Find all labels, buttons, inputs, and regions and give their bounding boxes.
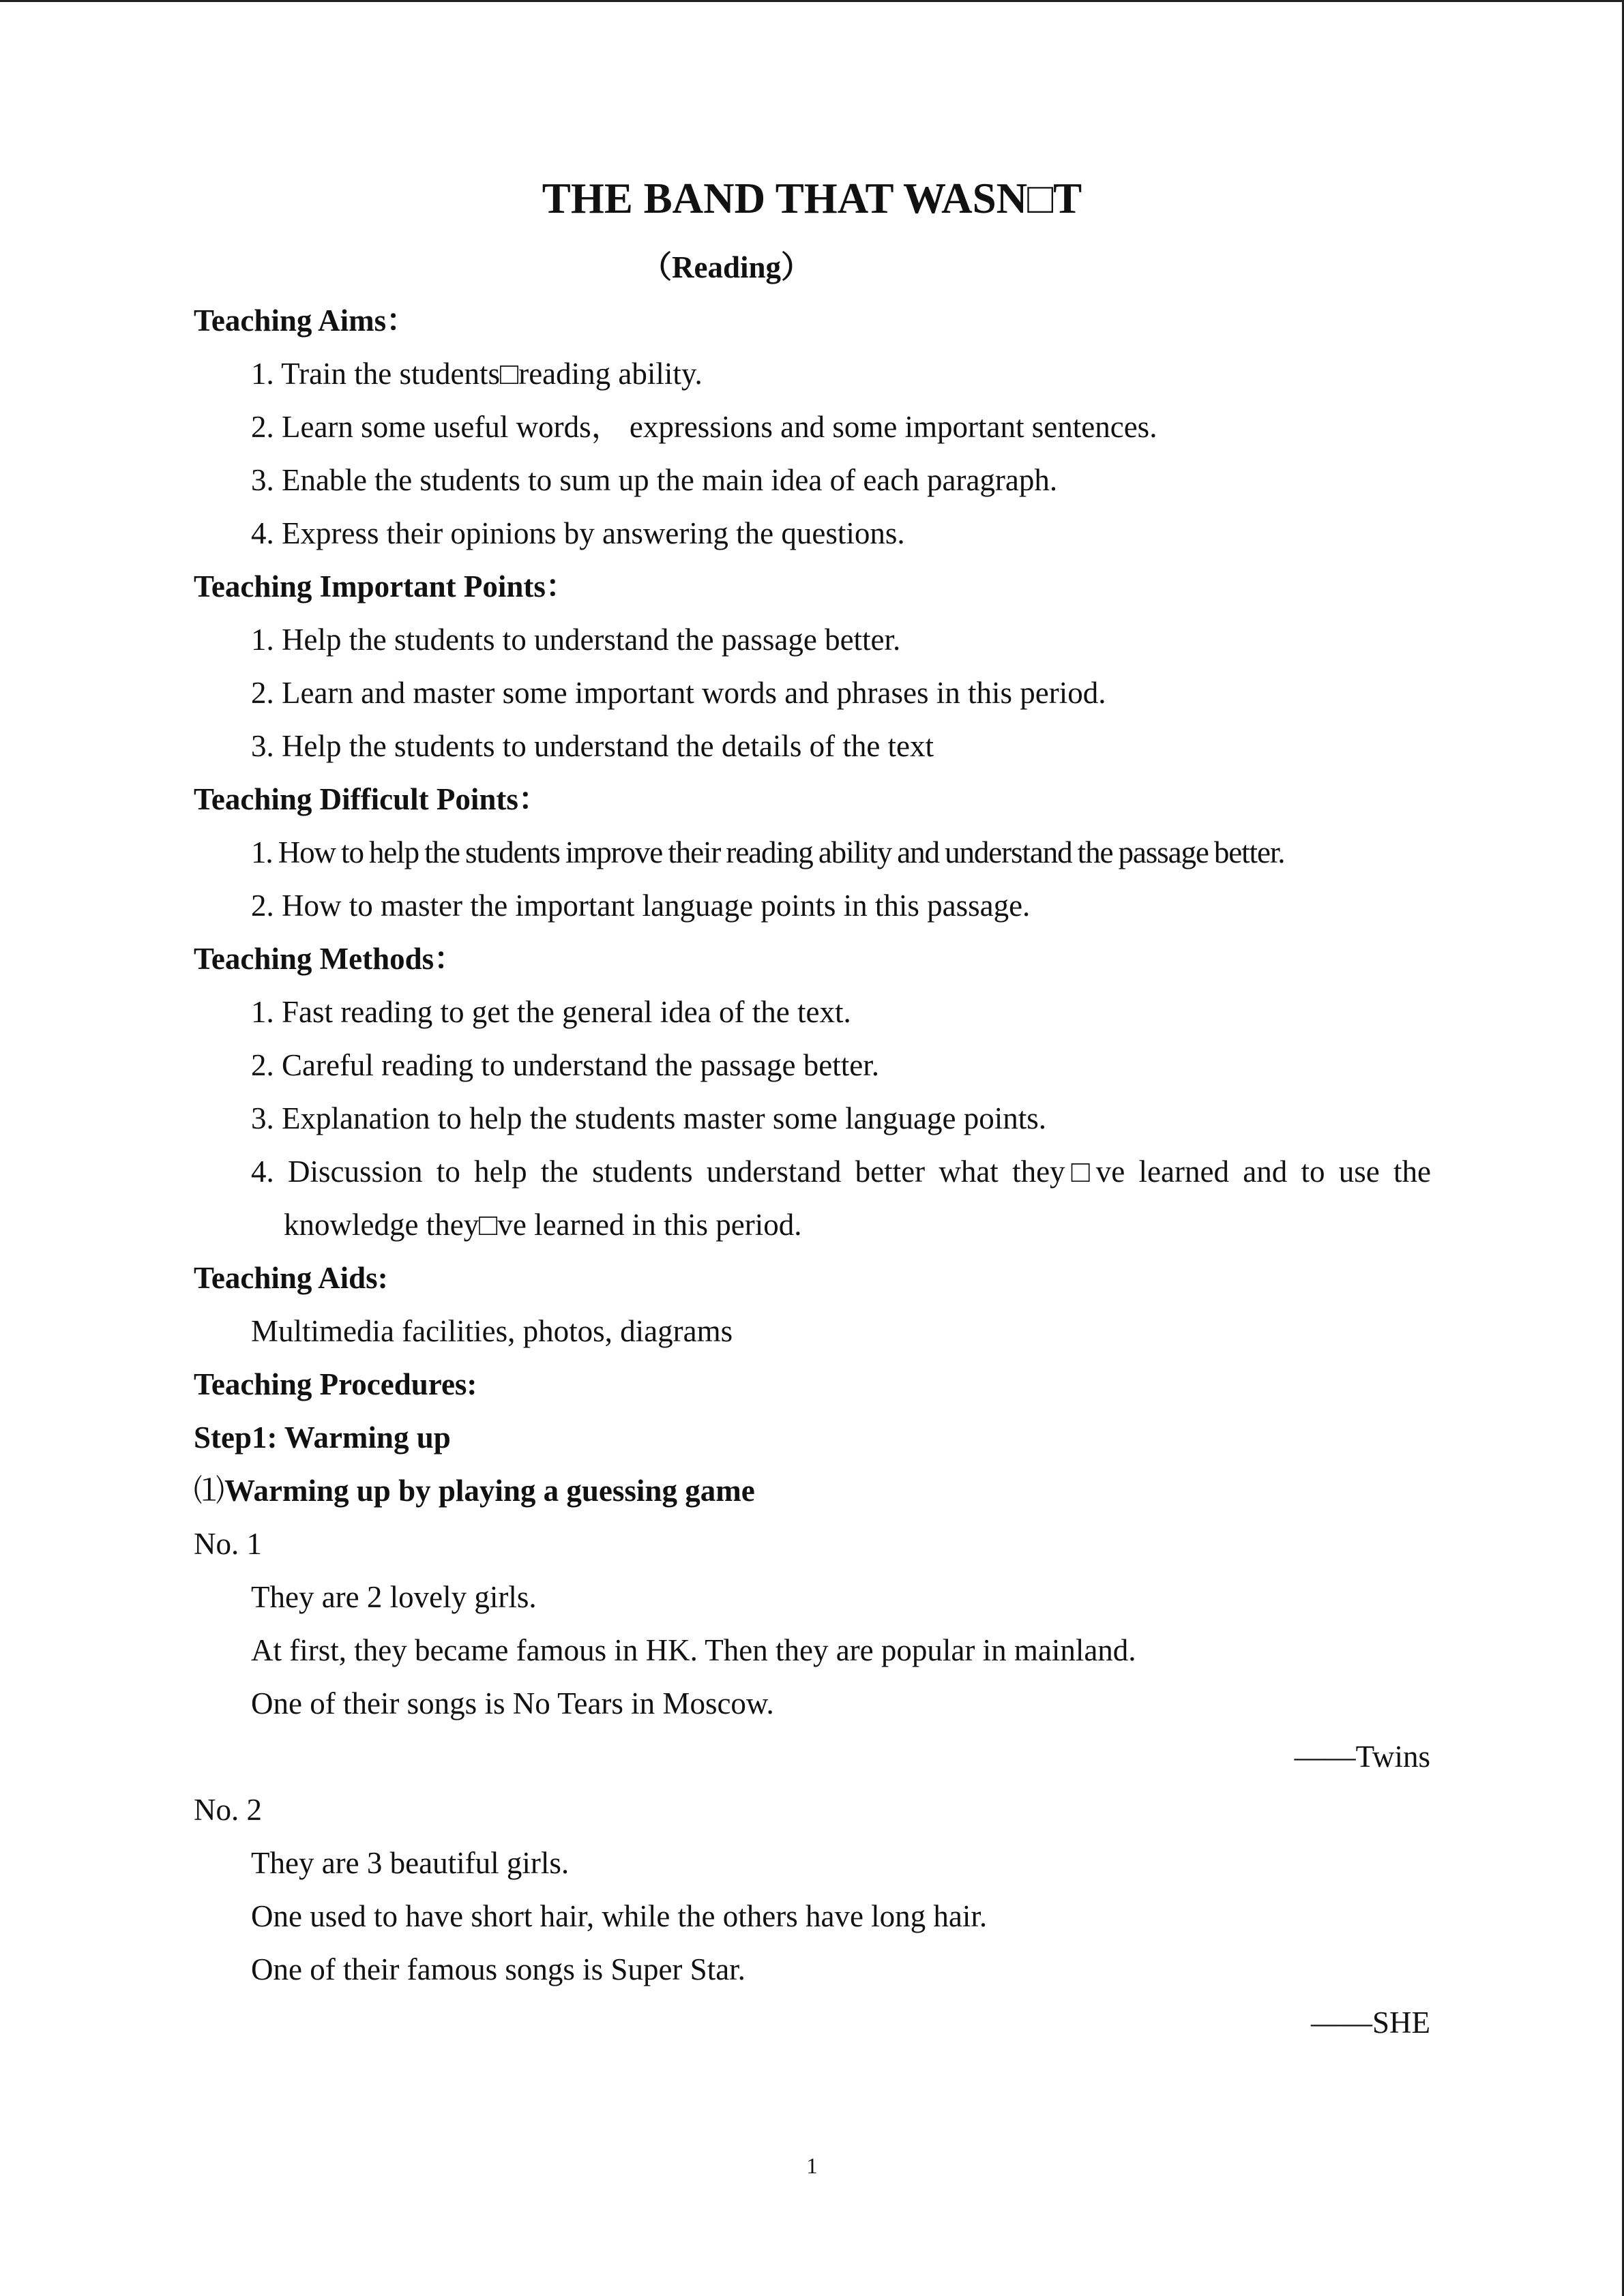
methods-heading: Teaching Methods： xyxy=(194,942,465,976)
aids-heading: Teaching Aids: xyxy=(194,1261,388,1295)
game-no1-clue: At first, they became famous in HK. Then they are popular in mainland. xyxy=(251,1633,1136,1667)
document-title: THE BAND THAT WASN□T xyxy=(542,175,1082,222)
game-no1-label: No. 1 xyxy=(194,1527,262,1561)
method-item-continuation: knowledge they□ve learned in this period. xyxy=(284,1208,802,1242)
game-no1-answer: ——Twins xyxy=(1294,1740,1430,1774)
important-points-heading: Teaching Important Points： xyxy=(194,569,576,603)
aim-item: 3. Enable the students to sum up the main idea of each paragraph. xyxy=(251,463,1058,497)
subheading-text: Warming up by playing a guessing game xyxy=(224,1474,755,1508)
difficult-point-item: 1. How to help the students improve their reading ability and understand the passage better. xyxy=(251,835,1285,869)
procedures-heading: Teaching Procedures: xyxy=(194,1367,477,1401)
aims-heading: Teaching Aims： xyxy=(194,303,417,338)
warming-up-subheading xyxy=(194,1470,755,1511)
game-no2-clue: One used to have short hair, while the others have long hair. xyxy=(251,1899,988,1933)
method-item: 2. Careful reading to understand the passage better. xyxy=(251,1048,879,1082)
aids-text: Multimedia facilities, photos, diagrams xyxy=(251,1314,733,1348)
aim-item: 2. Learn some useful words， expressions and some important sentences. xyxy=(251,410,1157,444)
aim-item: 4. Express their opinions by answering the questions. xyxy=(251,516,905,550)
difficult-points-heading: Teaching Difficult Points： xyxy=(194,782,549,816)
method-item: 1. Fast reading to get the general idea of the text. xyxy=(251,995,851,1029)
game-no2-clue: They are 3 beautiful girls. xyxy=(251,1846,570,1880)
game-no2-label: No. 2 xyxy=(194,1793,262,1827)
page-top-border xyxy=(0,0,1624,2)
method-item: 4. Discussion to help the students understand better what they□ve learned and to use the xyxy=(251,1154,1431,1189)
game-no2-clue: One of their famous songs is Super Star. xyxy=(251,1952,745,1986)
document-subtitle: （Reading） xyxy=(641,250,812,284)
game-no1-clue: One of their songs is No Tears in Moscow. xyxy=(251,1686,774,1720)
method-item: 3. Explanation to help the students master some language points. xyxy=(251,1101,1047,1135)
subheading-marker: ⑴ xyxy=(194,1474,225,1508)
game-no1-clue: They are 2 lovely girls. xyxy=(251,1580,537,1614)
aim-item: 1. Train the students□reading ability. xyxy=(251,357,703,391)
step1-heading: Step1: Warming up xyxy=(194,1420,451,1455)
important-point-item: 1. Help the students to understand the passage better. xyxy=(251,623,901,657)
important-point-item: 3. Help the students to understand the details of the text xyxy=(251,729,934,763)
difficult-point-item: 2. How to master the important language points in this passage. xyxy=(251,889,1031,923)
page-number: 1 xyxy=(806,2154,818,2179)
important-point-item: 2. Learn and master some important words and phrases in this period. xyxy=(251,676,1106,710)
game-no2-answer: ——SHE xyxy=(1310,2006,1430,2040)
